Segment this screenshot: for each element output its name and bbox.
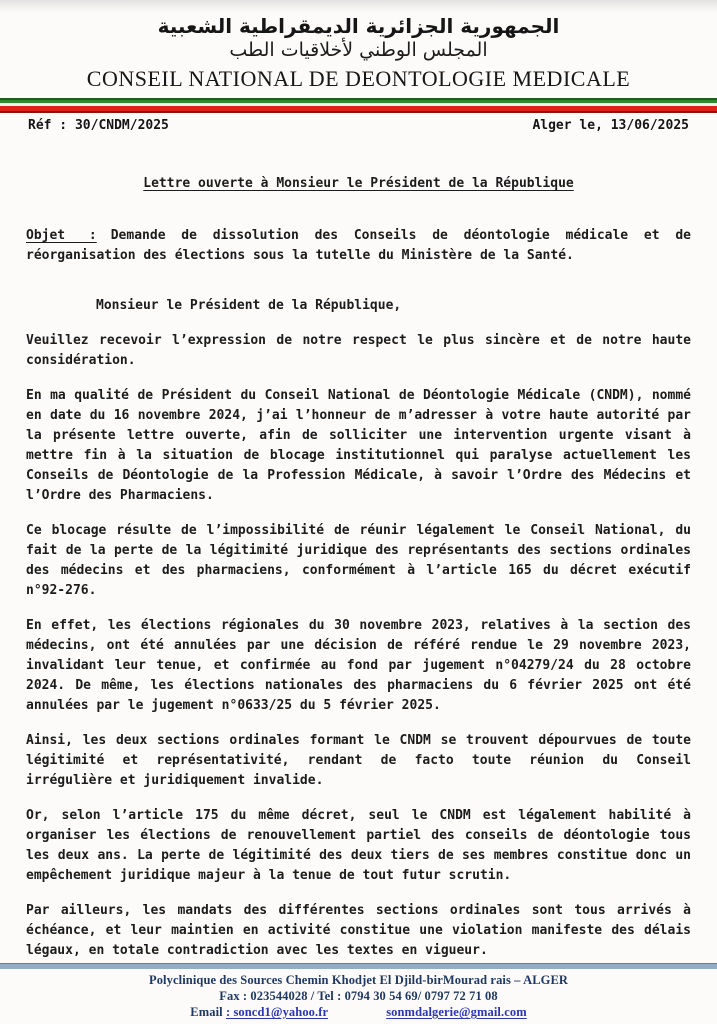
flag-stripe-red-dark <box>0 111 717 113</box>
footer-email-label: Email <box>190 1005 223 1019</box>
footer-address: Polyclinique des Sources Chemin Khodjet El Djild-birMourad rais – ALGER <box>148 973 569 987</box>
paragraph-elections-annulees: En effet, les élections régionales du 30 novembre 2023, relatives à la section des médecins, ont été annulées par une décision de référé rendue le 29 novembre 2023, invalidant leur tenue, et confirmée au fond par jugement n°04279/24 du 28 octobre 2024. De même, les élections nationales des pharmaciens du 6 février 2025 ont été annulées par le jugement n°0633/25 du 5 février 2025. <box>26 617 691 713</box>
subject-line <box>26 226 691 266</box>
letterhead-arabic-republic: الجمهورية الجزائرية الديمقراطية الشعبية <box>157 14 560 38</box>
footer-email-primary-link[interactable]: : soncd1@yahoo.fr <box>225 1005 328 1019</box>
paragraph-blocage: Ce blocage résulte de l’impossibilité de réunir légalement le Conseil National, du fait de la perte de la légitimité juridique des représentants des sections ordinales des médecins et des pharmaciens, conformément à l’article 165 du décret exécutif n°92-276. <box>26 522 691 598</box>
paragraph-mandats: Par ailleurs, les mandats des différentes sections ordinales sont tous arrivés à échéance, et leur maintien en activité constitue une violation manifeste des délais légaux, en totale contradiction avec les textes en vigueur. <box>26 902 691 958</box>
footer-email-line <box>0 1004 717 1020</box>
subject-label: Objet : <box>26 227 97 243</box>
footer-email-secondary-link[interactable]: sonmdalgerie@gmail.com <box>386 1005 527 1019</box>
letter-footer <box>0 963 717 1020</box>
letterhead-arabic-council: المجلس الوطني لأخلاقيات الطب <box>229 39 488 61</box>
paragraph-introduction: En ma qualité de Président du Conseil National de Déontologie Médicale (CNDM), nommé en date du 16 novembre 2024, j’ai l’honneur de m’adresser à votre haute autorité par la présente lettre ouverte, afin de solliciter une intervention urgente visant à mettre fin à la situation de blocage institutionnel qui paralyse actuellement les Conseils de Déontologie de la Profession Médicale, à savoir l’Ordre des Médecins et l’Ordre des Pharmaciens. <box>26 387 691 503</box>
salutation: Monsieur le Président de la République, <box>96 297 402 313</box>
letterhead-org-name: CONSEIL NATIONAL DE DEONTOLOGIE MEDICALE <box>86 66 631 91</box>
letter-title: Lettre ouverte à Monsieur le Président de la République <box>143 175 574 191</box>
place-date: Alger le, 13/06/2025 <box>532 117 689 133</box>
reference-number: Réf : 30/CNDM/2025 <box>28 117 169 133</box>
reference-row <box>0 117 717 134</box>
paragraph-article-175: Or, selon l’article 175 du même décret, seul le CNDM est légalement habilité à organiser les élections de renouvellement partiel des conseils de déontologie tous les deux ans. La perte de légitimité des deux tiers de ses membres constitue donc un empêchement juridique majeur à la tenue de tout futur scrutin. <box>26 807 691 883</box>
footer-divider <box>0 963 717 969</box>
paragraph-sections-ordinales: Ainsi, les deux sections ordinales formant le CNDM se trouvent dépourvues de toute légitimité et représentativité, rendant de facto toute réunion du Conseil irrégulière et juridiquement invalide. <box>26 732 691 788</box>
letter-body <box>26 174 691 961</box>
subject-text: Demande de dissolution des Conseils de déontologie médicale et de réorganisation des élections sous la tutelle du Ministère de la Santé. <box>26 227 691 263</box>
letterhead <box>0 0 717 134</box>
footer-fax-tel: Fax : 023544028 / Tel : 0794 30 54 69/ 0797 72 71 08 <box>219 989 498 1003</box>
flag-band <box>0 98 717 113</box>
paragraph-courtesy: Veuillez recevoir l’expression de notre respect le plus sincère et de notre haute considération. <box>26 332 691 368</box>
